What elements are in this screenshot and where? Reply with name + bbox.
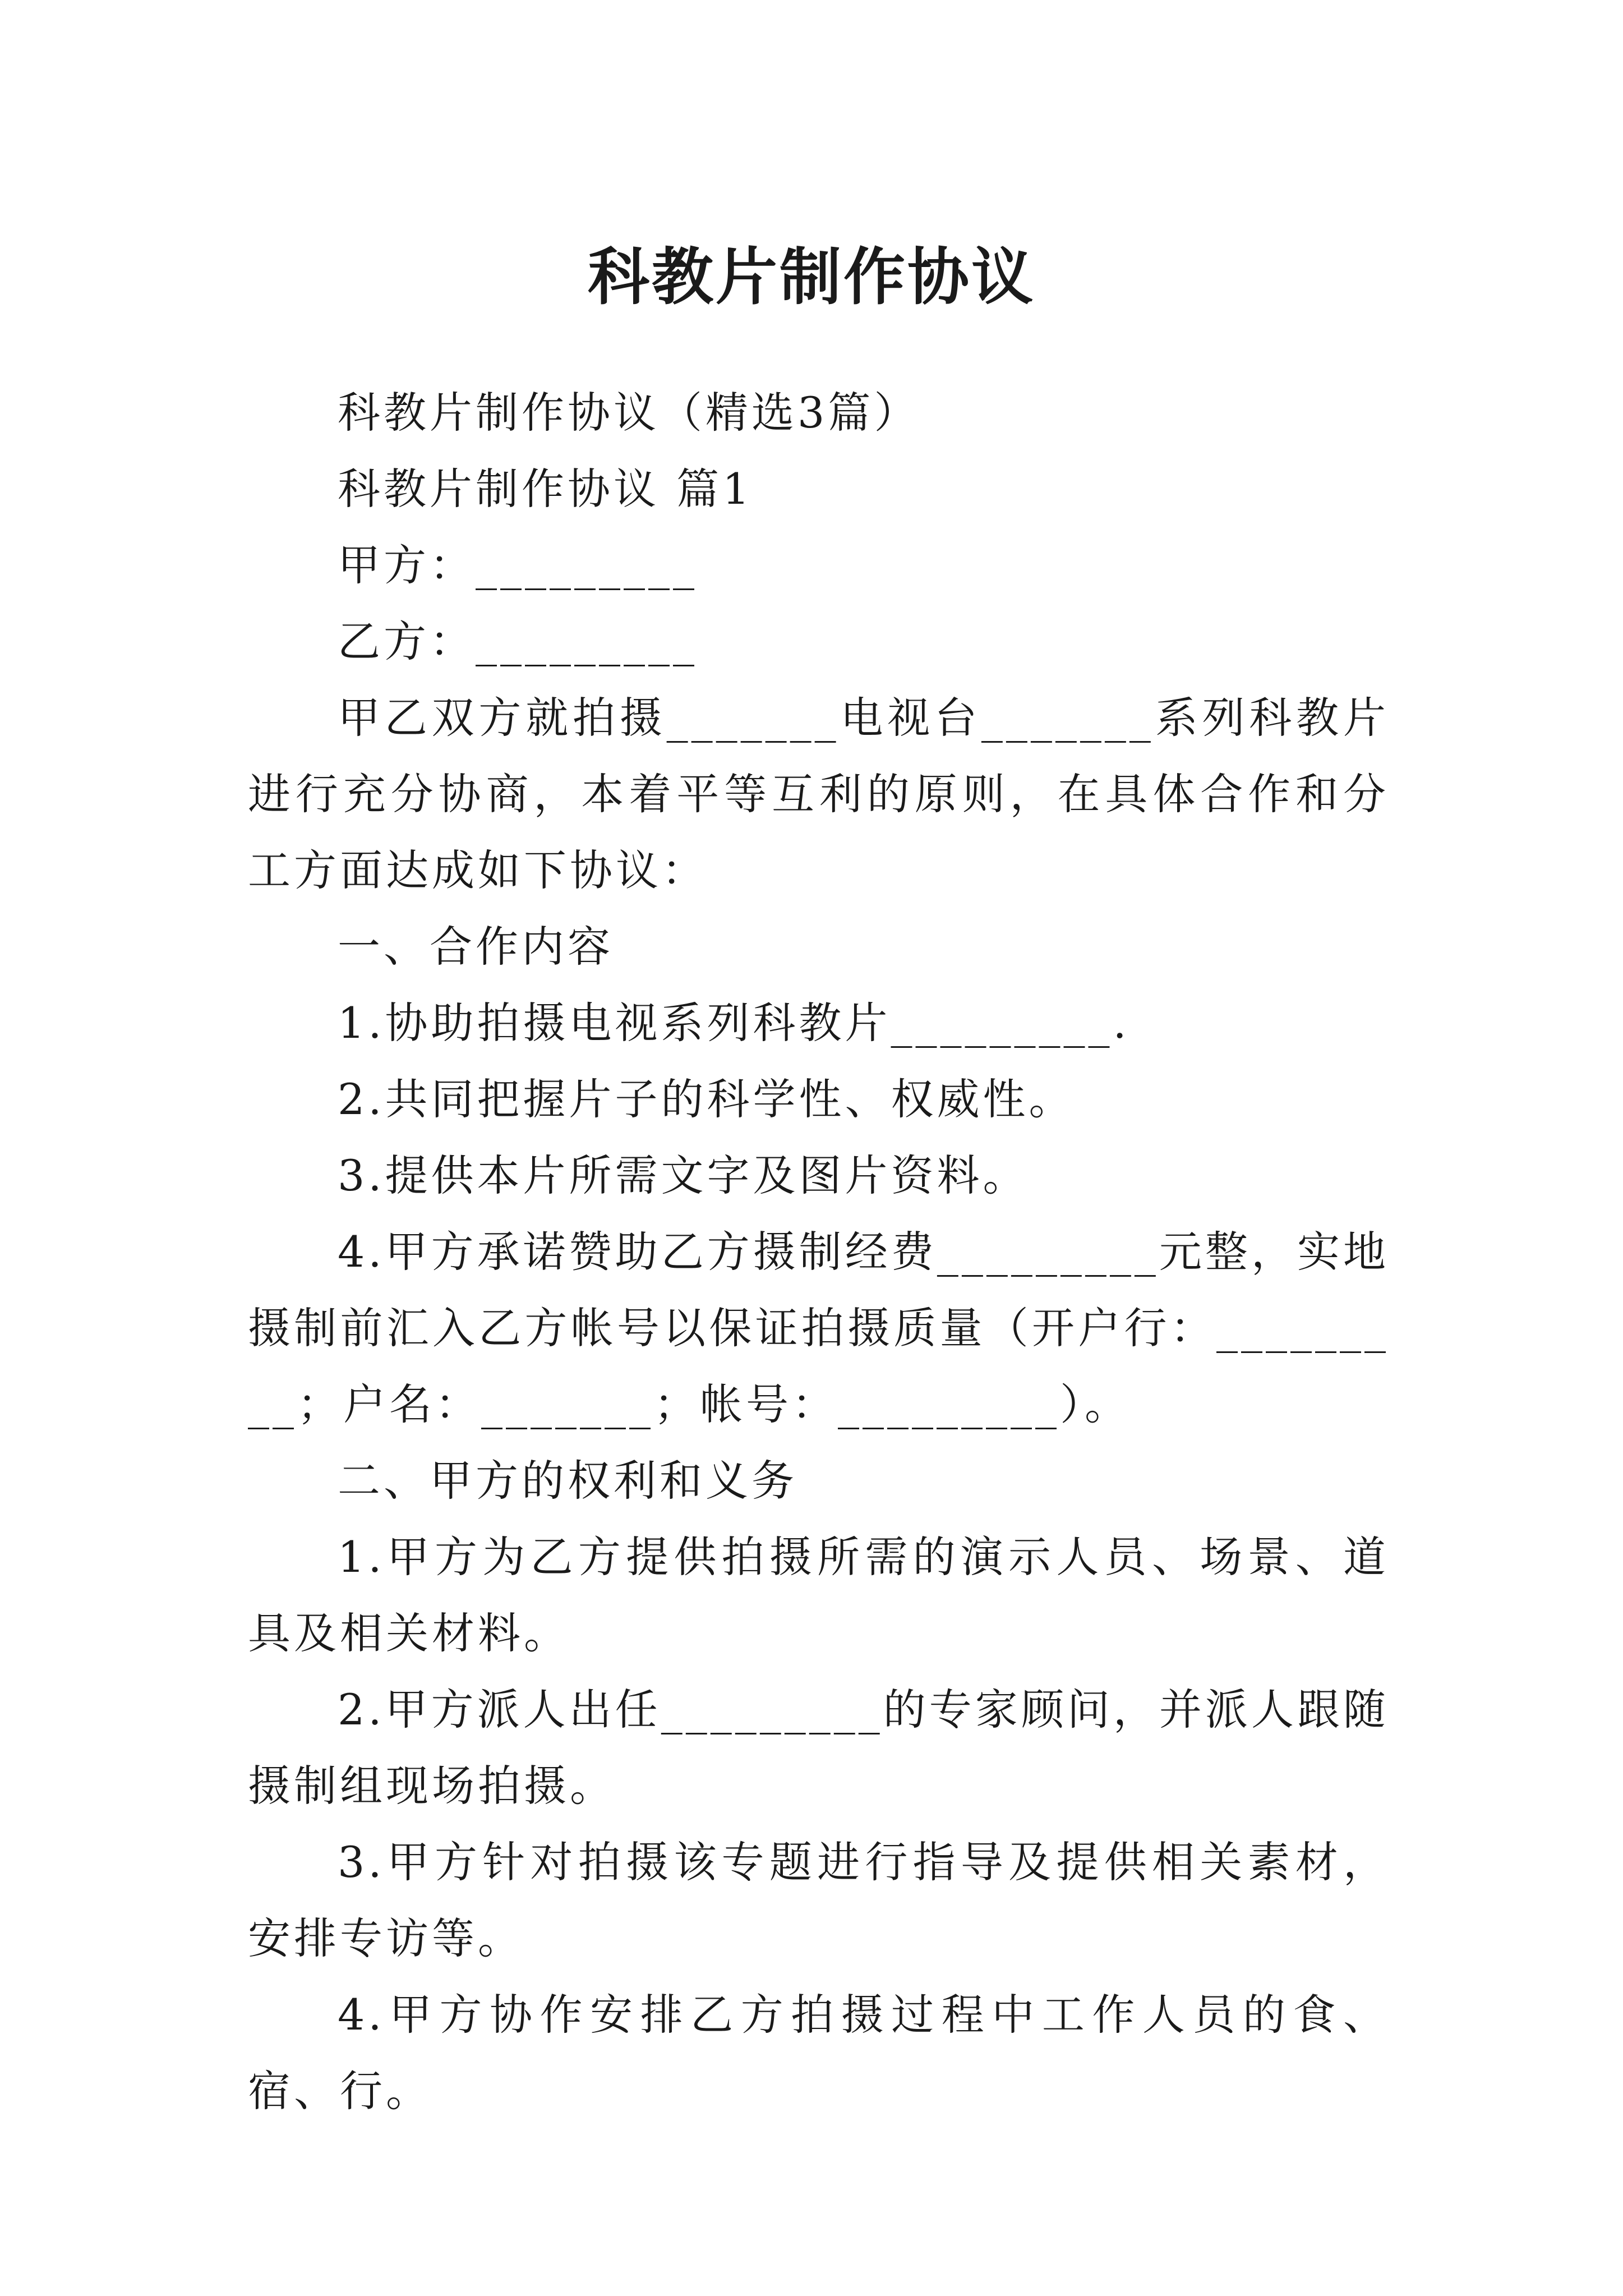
doc-heading-part-1: 科教片制作协议 篇1 — [338, 464, 753, 514]
document-body — [248, 375, 1389, 2129]
party-b-line: 乙方：_________ — [338, 616, 698, 666]
clause-2-1: 1.甲方为乙方提供拍摄所需的演示人员、场景、道具及相关材料。 — [248, 1532, 1389, 1658]
clause-1-4: 4.甲方承诺赞助乙方摄制经费_________元整，实地摄制前汇入乙方帐号以保证拍摄质量（开户行：_________；户名：_______；帐号：_________）。 — [248, 1227, 1389, 1429]
section-heading-party-a-rights: 二、甲方的权利和义务 — [338, 1456, 797, 1506]
clause-2-4: 4.甲方协作安排乙方拍摄过程中工作人员的食、宿、行。 — [248, 1990, 1389, 2116]
party-a-line: 甲方：_________ — [338, 540, 698, 590]
preamble-paragraph: 甲乙双方就拍摄_______电视台_______系列科教片进行充分协商，本着平等互利的原则，在具体合作和分工方面达成如下协议： — [248, 693, 1389, 895]
clause-2-3: 3.甲方针对拍摄该专题进行指导及提供相关素材，安排专访等。 — [248, 1837, 1389, 1963]
clause-1-1: 1.协助拍摄电视系列科教片_________. — [338, 998, 1130, 1048]
clause-1-3: 3.提供本片所需文字及图片资料。 — [338, 1151, 1029, 1200]
clause-2-2: 2.甲方派人出任_________的专家顾问，并派人跟随摄制组现场拍摄。 — [248, 1685, 1389, 1811]
section-heading-cooperation: 一、合作内容 — [338, 922, 614, 972]
clause-1-2: 2.共同把握片子的科学性、权威性。 — [338, 1074, 1075, 1124]
document-title: 科教片制作协议 — [588, 240, 1035, 313]
doc-heading-collection: 科教片制作协议（精选3篇） — [338, 388, 920, 438]
